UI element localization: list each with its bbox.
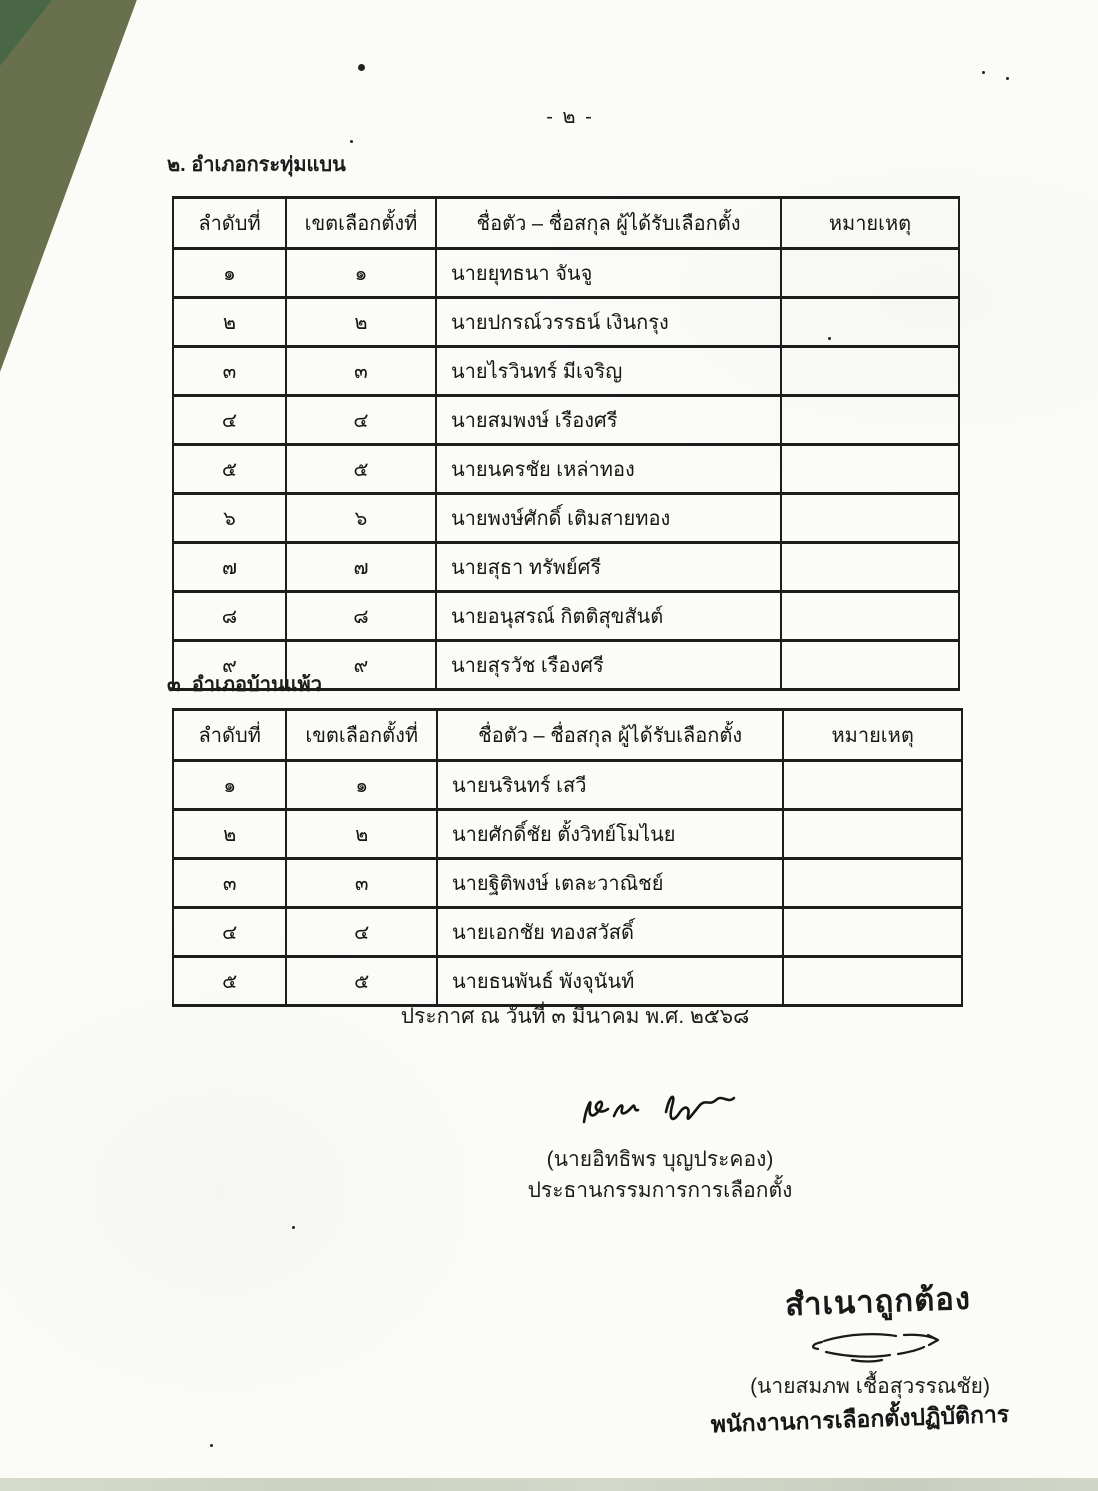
signatory-title: ประธานกรรมการการเลือกตั้ง <box>527 1179 793 1202</box>
candidate-name-cell: นายยุทธนา จันจู <box>436 249 781 298</box>
order-cell: ๓ <box>173 859 286 908</box>
remark-cell <box>781 543 959 592</box>
column-header-order: ลำดับที่ <box>173 198 286 249</box>
remark-cell <box>783 957 962 1006</box>
candidate-name-cell: นายไรวินทร์ มีเจริญ <box>436 347 781 396</box>
district-cell: ๓ <box>286 347 436 396</box>
announcement-date-line: ประกาศ ณ วันที่ ๓ มีนาคม พ.ศ. ๒๕๖๘ <box>400 1005 750 1028</box>
scan-speck <box>1006 77 1009 80</box>
candidate-name-cell: นายศักดิ์ชัย ตั้งวิทย์โมไนย <box>437 810 783 859</box>
order-cell: ๑ <box>173 761 286 810</box>
candidate-name-cell: นายเอกชัย ทองสวัสดิ์ <box>437 908 783 957</box>
scan-speck <box>292 1226 295 1229</box>
candidate-name-cell: นายนรินทร์ เสวี <box>437 761 783 810</box>
candidate-name-cell: นายสุรวัช เรืองศรี <box>436 641 781 690</box>
district-cell: ๒ <box>286 298 436 347</box>
district-cell: ๕ <box>286 445 436 494</box>
candidate-name-cell: นายพงษ์ศักดิ์ เติมสายทอง <box>436 494 781 543</box>
remark-cell <box>781 641 959 690</box>
scan-speck <box>358 64 365 71</box>
table-row <box>173 761 962 810</box>
candidate-name-cell: นายสมพงษ์ เรืองศรี <box>436 396 781 445</box>
order-cell: ๕ <box>173 957 286 1006</box>
results-table-krathum-baen <box>172 196 960 691</box>
results-table-ban-phaeo <box>172 708 963 1007</box>
order-cell: ๔ <box>173 396 286 445</box>
table-row <box>173 249 959 298</box>
remark-cell <box>781 494 959 543</box>
section-heading-krathum-baen: ๒. อำเภอกระทุ่มแบน <box>167 154 346 176</box>
column-header-name: ชื่อตัว – ชื่อสกุล ผู้ได้รับเลือกตั้ง <box>437 710 783 761</box>
district-cell: ๑ <box>286 761 437 810</box>
remark-cell <box>783 859 962 908</box>
scan-bottom-edge <box>0 1478 1098 1491</box>
candidate-name-cell: นายธนพันธ์ พังจุนันท์ <box>437 957 783 1006</box>
table-row <box>173 396 959 445</box>
order-cell: ๗ <box>173 543 286 592</box>
district-cell: ๖ <box>286 494 436 543</box>
candidate-name-cell: นายสุธา ทรัพย์ศรี <box>436 543 781 592</box>
order-cell: ๘ <box>173 592 286 641</box>
remark-cell <box>781 396 959 445</box>
district-cell: ๔ <box>286 908 437 957</box>
district-cell: ๕ <box>286 957 437 1006</box>
district-cell: ๑ <box>286 249 436 298</box>
order-cell: ๒ <box>173 298 286 347</box>
district-cell: ๗ <box>286 543 436 592</box>
table-header-row <box>173 710 962 761</box>
order-cell: ๔ <box>173 908 286 957</box>
order-cell: ๓ <box>173 347 286 396</box>
column-header-remark: หมายเหตุ <box>781 198 959 249</box>
district-cell: ๔ <box>286 396 436 445</box>
candidate-name-cell: นายอนุสรณ์ กิตติสุขสันต์ <box>436 592 781 641</box>
certifier-signature-scribble <box>800 1326 950 1364</box>
table-row <box>173 810 962 859</box>
column-header-district: เขตเลือกตั้งที่ <box>286 710 437 761</box>
remark-cell <box>781 249 959 298</box>
table-row <box>173 298 959 347</box>
remark-cell <box>781 592 959 641</box>
remark-cell <box>783 908 962 957</box>
column-header-order: ลำดับที่ <box>173 710 286 761</box>
table-row <box>173 543 959 592</box>
order-cell: ๕ <box>173 445 286 494</box>
candidate-name-cell: นายฐิติพงษ์ เตละวาณิชย์ <box>437 859 783 908</box>
column-header-name: ชื่อตัว – ชื่อสกุล ผู้ได้รับเลือกตั้ง <box>436 198 781 249</box>
remark-cell <box>783 761 962 810</box>
order-cell: ๑ <box>173 249 286 298</box>
candidate-name-cell: นายปกรณ์วรรธน์ เงินกรุง <box>436 298 781 347</box>
remark-cell <box>781 445 959 494</box>
certifier-title: พนักงานการเลือกตั้งปฏิบัติการ <box>710 1400 1010 1438</box>
column-header-district: เขตเลือกตั้งที่ <box>286 198 436 249</box>
district-cell: ๓ <box>286 859 437 908</box>
remark-cell <box>783 810 962 859</box>
order-cell: ๖ <box>173 494 286 543</box>
order-cell: ๙ <box>173 641 286 690</box>
page-number: - ๒ - <box>546 106 594 128</box>
remark-cell <box>781 298 959 347</box>
table-header-row <box>173 198 959 249</box>
column-header-remark: หมายเหตุ <box>783 710 962 761</box>
table-row <box>173 859 962 908</box>
table-row <box>173 908 962 957</box>
table-row <box>173 957 962 1006</box>
district-cell: ๒ <box>286 810 437 859</box>
scan-speck <box>350 140 353 143</box>
remark-cell <box>781 347 959 396</box>
table-row <box>173 445 959 494</box>
scan-speck <box>210 1444 213 1447</box>
chairman-signature-scribble <box>570 1082 750 1140</box>
table-row <box>173 592 959 641</box>
candidate-name-cell: นายนครชัย เหล่าทอง <box>436 445 781 494</box>
order-cell: ๒ <box>173 810 286 859</box>
certified-copy-stamp: สำเนาถูกต้อง <box>784 1280 972 1323</box>
section-heading-ban-phaeo: ๓. อำเภอบ้านแพ้ว <box>167 674 322 696</box>
table-row <box>173 347 959 396</box>
district-cell: ๘ <box>286 592 436 641</box>
signatory-name: (นายอิทธิพร บุญประคอง) <box>546 1148 774 1171</box>
certifier-name: (นายสมภพ เชื้อสุวรรณชัย) <box>750 1375 990 1398</box>
district-cell: ๙ <box>286 641 436 690</box>
scan-speck <box>982 71 985 74</box>
table-row <box>173 494 959 543</box>
